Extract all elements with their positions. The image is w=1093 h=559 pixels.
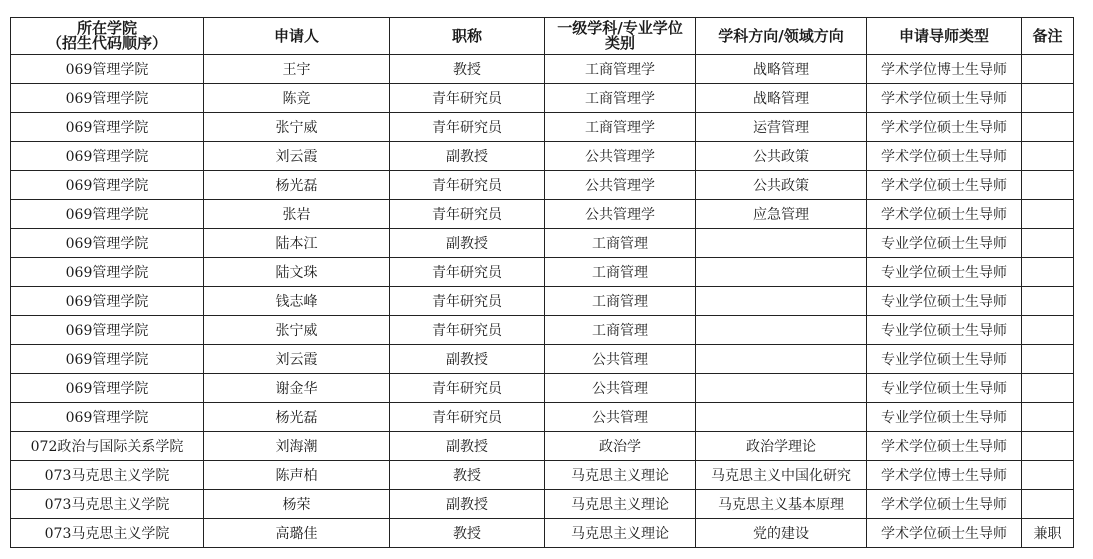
discipline-cell: 工商管理 <box>545 258 696 287</box>
discipline-cell: 马克思主义理论 <box>545 519 696 548</box>
direction-cell: 政治学理论 <box>696 432 867 461</box>
remarks-cell <box>1022 432 1074 461</box>
applicant-cell: 陆本江 <box>204 229 390 258</box>
header-supervisor-type: 申请导师类型 <box>867 18 1022 55</box>
discipline-cell: 工商管理学 <box>545 55 696 84</box>
applicant-cell: 陈竞 <box>204 84 390 113</box>
college-cell: 069管理学院 <box>11 374 204 403</box>
table-row <box>11 113 1074 142</box>
remarks-cell <box>1022 461 1074 490</box>
applicant-cell: 张宁威 <box>204 113 390 142</box>
supervisor-type-cell: 专业学位硕士生导师 <box>867 258 1022 287</box>
title-cell: 副教授 <box>390 229 545 258</box>
title-cell: 青年研究员 <box>390 84 545 113</box>
applicant-cell: 陆文珠 <box>204 258 390 287</box>
remarks-cell <box>1022 490 1074 519</box>
remarks-cell <box>1022 258 1074 287</box>
college-cell: 069管理学院 <box>11 113 204 142</box>
supervisor-type-cell: 学术学位硕士生导师 <box>867 519 1022 548</box>
remarks-cell <box>1022 316 1074 345</box>
header-applicant: 申请人 <box>204 18 390 55</box>
discipline-cell: 公共管理学 <box>545 142 696 171</box>
college-cell: 072政治与国际关系学院 <box>11 432 204 461</box>
remarks-cell <box>1022 345 1074 374</box>
direction-cell: 战略管理 <box>696 55 867 84</box>
college-cell: 069管理学院 <box>11 171 204 200</box>
discipline-cell: 公共管理 <box>545 374 696 403</box>
table-row <box>11 432 1074 461</box>
direction-cell: 公共政策 <box>696 171 867 200</box>
title-cell: 青年研究员 <box>390 258 545 287</box>
title-cell: 青年研究员 <box>390 374 545 403</box>
discipline-cell: 公共管理学 <box>545 200 696 229</box>
supervisor-type-cell: 专业学位硕士生导师 <box>867 345 1022 374</box>
college-cell: 069管理学院 <box>11 403 204 432</box>
supervisor-type-cell: 专业学位硕士生导师 <box>867 374 1022 403</box>
supervisor-type-cell: 学术学位硕士生导师 <box>867 432 1022 461</box>
college-cell: 073马克思主义学院 <box>11 490 204 519</box>
supervisor-type-cell: 学术学位硕士生导师 <box>867 84 1022 113</box>
discipline-cell: 政治学 <box>545 432 696 461</box>
college-cell: 069管理学院 <box>11 200 204 229</box>
header-discipline-line2: 类别 <box>604 34 635 52</box>
discipline-cell: 马克思主义理论 <box>545 490 696 519</box>
college-cell: 069管理学院 <box>11 84 204 113</box>
header-college <box>11 18 204 55</box>
title-cell: 教授 <box>390 519 545 548</box>
supervisor-type-cell: 专业学位硕士生导师 <box>867 229 1022 258</box>
supervisor-type-cell: 学术学位硕士生导师 <box>867 142 1022 171</box>
remarks-cell <box>1022 403 1074 432</box>
remarks-cell <box>1022 84 1074 113</box>
title-cell: 青年研究员 <box>390 316 545 345</box>
applicant-cell: 刘海潮 <box>204 432 390 461</box>
direction-cell <box>696 316 867 345</box>
table-row <box>11 84 1074 113</box>
direction-cell: 战略管理 <box>696 84 867 113</box>
table-row <box>11 229 1074 258</box>
direction-cell: 应急管理 <box>696 200 867 229</box>
discipline-cell: 马克思主义理论 <box>545 461 696 490</box>
header-row <box>11 18 1074 55</box>
college-cell: 069管理学院 <box>11 316 204 345</box>
applicant-cell: 杨光磊 <box>204 171 390 200</box>
table-row <box>11 171 1074 200</box>
applicant-cell: 高璐佳 <box>204 519 390 548</box>
title-cell: 青年研究员 <box>390 287 545 316</box>
table-row <box>11 55 1074 84</box>
table-row <box>11 200 1074 229</box>
title-cell: 副教授 <box>390 345 545 374</box>
applicant-cell: 刘云霞 <box>204 142 390 171</box>
table-row <box>11 142 1074 171</box>
table-row <box>11 519 1074 548</box>
discipline-cell: 公共管理学 <box>545 171 696 200</box>
college-cell: 073马克思主义学院 <box>11 519 204 548</box>
discipline-cell: 工商管理 <box>545 316 696 345</box>
direction-cell <box>696 403 867 432</box>
discipline-cell: 工商管理 <box>545 287 696 316</box>
table-row <box>11 258 1074 287</box>
remarks-cell <box>1022 142 1074 171</box>
discipline-cell: 工商管理学 <box>545 84 696 113</box>
header-title: 职称 <box>390 18 545 55</box>
discipline-cell: 公共管理 <box>545 403 696 432</box>
supervisor-roster-table <box>10 17 1074 548</box>
applicant-cell: 张岩 <box>204 200 390 229</box>
supervisor-type-cell: 学术学位博士生导师 <box>867 461 1022 490</box>
discipline-cell: 工商管理 <box>545 229 696 258</box>
title-cell: 教授 <box>390 55 545 84</box>
applicant-cell: 王宇 <box>204 55 390 84</box>
applicant-cell: 杨荣 <box>204 490 390 519</box>
direction-cell <box>696 229 867 258</box>
applicant-cell: 张宁威 <box>204 316 390 345</box>
header-remarks: 备注 <box>1022 18 1074 55</box>
title-cell: 副教授 <box>390 490 545 519</box>
title-cell: 青年研究员 <box>390 171 545 200</box>
remarks-cell <box>1022 171 1074 200</box>
header-discipline-line1: 一级学科/专业学位 <box>557 19 683 37</box>
table-row <box>11 287 1074 316</box>
header-direction: 学科方向/领域方向 <box>696 18 867 55</box>
remarks-cell <box>1022 55 1074 84</box>
supervisor-type-cell: 学术学位硕士生导师 <box>867 171 1022 200</box>
supervisor-type-cell: 专业学位硕士生导师 <box>867 403 1022 432</box>
direction-cell: 运营管理 <box>696 113 867 142</box>
header-college-line2: （招生代码顺序） <box>46 34 167 52</box>
direction-cell: 马克思主义中国化研究 <box>696 461 867 490</box>
remarks-cell <box>1022 374 1074 403</box>
header-college-line1: 所在学院 <box>76 19 137 37</box>
table-row <box>11 403 1074 432</box>
discipline-cell: 公共管理 <box>545 345 696 374</box>
direction-cell <box>696 258 867 287</box>
title-cell: 青年研究员 <box>390 403 545 432</box>
applicant-cell: 杨光磊 <box>204 403 390 432</box>
direction-cell <box>696 287 867 316</box>
table-row <box>11 374 1074 403</box>
direction-cell <box>696 374 867 403</box>
remarks-cell <box>1022 200 1074 229</box>
college-cell: 069管理学院 <box>11 345 204 374</box>
college-cell: 069管理学院 <box>11 142 204 171</box>
discipline-cell: 工商管理学 <box>545 113 696 142</box>
applicant-cell: 钱志峰 <box>204 287 390 316</box>
table-body <box>11 55 1074 548</box>
applicant-cell: 陈声柏 <box>204 461 390 490</box>
title-cell: 副教授 <box>390 432 545 461</box>
supervisor-type-cell: 学术学位硕士生导师 <box>867 490 1022 519</box>
table-row <box>11 461 1074 490</box>
supervisor-type-cell: 学术学位硕士生导师 <box>867 200 1022 229</box>
supervisor-type-cell: 专业学位硕士生导师 <box>867 287 1022 316</box>
college-cell: 069管理学院 <box>11 55 204 84</box>
applicant-cell: 刘云霞 <box>204 345 390 374</box>
direction-cell: 公共政策 <box>696 142 867 171</box>
remarks-cell <box>1022 113 1074 142</box>
remarks-cell <box>1022 287 1074 316</box>
direction-cell <box>696 345 867 374</box>
title-cell: 教授 <box>390 461 545 490</box>
direction-cell: 党的建设 <box>696 519 867 548</box>
table-header <box>11 18 1074 55</box>
college-cell: 069管理学院 <box>11 287 204 316</box>
title-cell: 青年研究员 <box>390 200 545 229</box>
table-row <box>11 316 1074 345</box>
supervisor-type-cell: 专业学位硕士生导师 <box>867 316 1022 345</box>
header-discipline <box>545 18 696 55</box>
supervisor-type-cell: 学术学位博士生导师 <box>867 55 1022 84</box>
remarks-cell <box>1022 229 1074 258</box>
applicant-cell: 谢金华 <box>204 374 390 403</box>
college-cell: 069管理学院 <box>11 258 204 287</box>
title-cell: 副教授 <box>390 142 545 171</box>
college-cell: 073马克思主义学院 <box>11 461 204 490</box>
supervisor-type-cell: 学术学位硕士生导师 <box>867 113 1022 142</box>
direction-cell: 马克思主义基本原理 <box>696 490 867 519</box>
college-cell: 069管理学院 <box>11 229 204 258</box>
table-row <box>11 345 1074 374</box>
title-cell: 青年研究员 <box>390 113 545 142</box>
remarks-cell: 兼职 <box>1022 519 1074 548</box>
table-row <box>11 490 1074 519</box>
